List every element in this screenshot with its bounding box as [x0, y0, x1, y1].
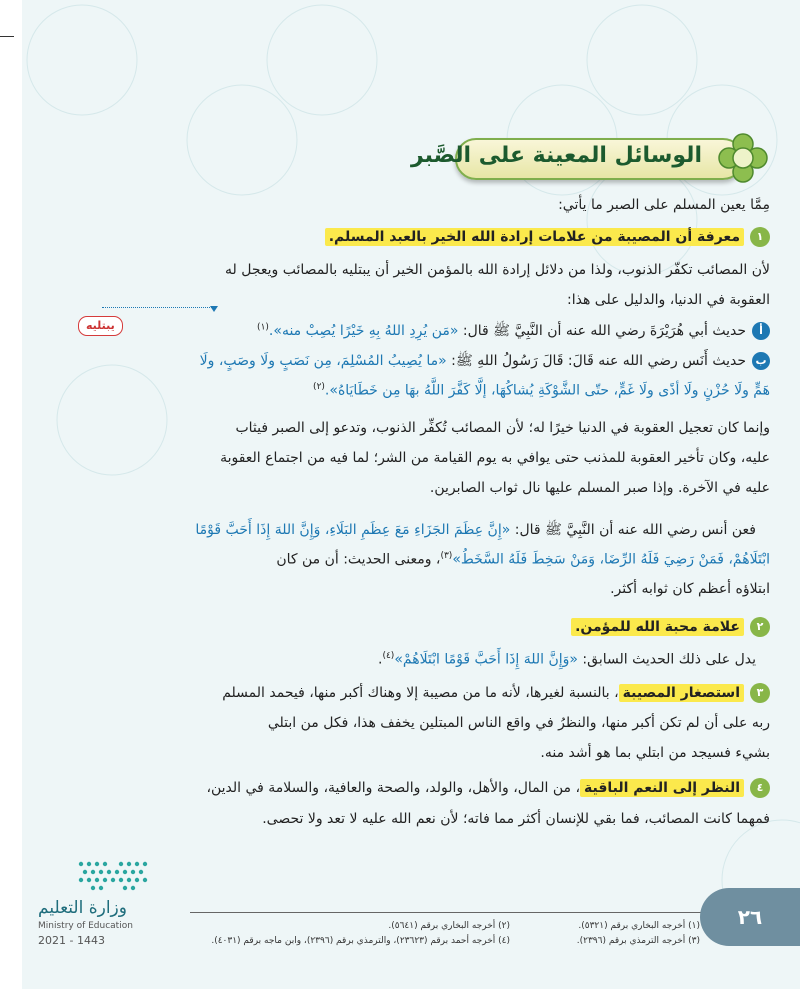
footnote: (٢) أخرجه البخاري برقم (٥٦٤١).: [388, 921, 510, 931]
hadith-explanation: ، ومعنى الحديث: أن من كان: [276, 551, 441, 568]
hadith-narrator: حديث أبي هُرَيْرَةَ رضي الله عنه أن النَّبِيَّ ﷺ قال:: [458, 323, 746, 339]
footnote-ref: (٢): [313, 382, 325, 392]
crop-mark: [0, 36, 14, 37]
point-3: [222, 683, 770, 703]
point-number: ٤: [750, 778, 770, 798]
point-number: ٢: [750, 617, 770, 637]
hadith-text: ابْتَلَاهُمْ، فَمَنْ رَضِيَ فَلَهُ الرِّضَا، وَمَنْ سَخِطَ فَلَهُ السَّخَطُ»: [452, 551, 770, 568]
punctuation: .: [377, 651, 383, 668]
footnote: (١) أخرجه البخاري برقم (٥٣٢١).: [578, 921, 700, 931]
paragraph-line: العقوبة في الدنيا، والدليل على هذا:: [567, 292, 770, 308]
hadith-text: هَمٍّ ولَا حُزْنٍ ولَا أذًى ولَا غَمٍّ، حتّى الشَّوْكَةِ يُشاكُهَا، إلَّا كَفَّرَ اللَّهُ بهَا مِن خَطَايَاهُ».: [324, 382, 770, 399]
ministry-name-english: Ministry of Education: [38, 921, 133, 931]
paragraph-text: ، بالنسبة لغيرها، لأنه ما من مصيبة إلا وهناك أكبر منها، فيحمد المسلم: [222, 685, 619, 701]
point-heading: علامة محبة الله للمؤمن.: [571, 618, 744, 636]
ministry-name-arabic: وزارة التعليم: [38, 898, 127, 918]
footnote-divider: [190, 912, 705, 913]
footnote-ref: (٣): [440, 551, 453, 561]
flower-ornament-icon: [718, 133, 768, 183]
point-2-text: [378, 651, 756, 668]
point-number: ١: [750, 227, 770, 247]
hadith-text: «ما يُصِيبُ المُسْلِمَ، مِن نَصَبٍ ولَا وصَبٍ، ولَا: [199, 353, 447, 369]
hadith-letter: ب: [752, 352, 770, 370]
hadith-narrator: حديث أَنَس رضي الله عنه قَالَ: قَالَ رَسُولُ اللهِ ﷺ:: [446, 353, 746, 369]
page-title: الوسائل المعينة على الصَّبر: [410, 143, 702, 168]
ministry-logo-icon: [75, 858, 155, 894]
footnote-ref: (٤): [382, 651, 395, 661]
hadith-a: [257, 322, 770, 342]
footnote-ref: (١): [257, 322, 269, 333]
title-banner: [410, 134, 762, 182]
hadith-anas-cont: [276, 551, 770, 568]
point-2: [571, 617, 770, 637]
edition-year: 2021 - 1443: [38, 934, 105, 947]
vocabulary-bubble: يبتليه: [78, 316, 123, 336]
hadith-text: «وَإِنَّ اللهَ إِذَا أَحَبَّ قَوْمًا ابْتَلَاهُمْ»: [394, 651, 578, 668]
hadith-b: [200, 352, 770, 372]
footnote: (٣) أخرجه الترمذي برقم (٢٣٩٦).: [576, 936, 700, 946]
hadith-text: «مَن يُرِدِ اللهُ بِهِ خَيْرًا يُصِبْ منه».: [268, 323, 459, 339]
point-1: [325, 227, 770, 247]
paragraph-line: فمهما كانت المصائب، فما بقي للإنسان أكثر مما فاته؛ لأن نعم الله عليه لا تعد ولا تحصى.: [262, 811, 770, 827]
paragraph-line: عليه، وكان تأخير العقوبة للمذنب حتى يوافي به يوم القيامة من الشر؛ لما فيه من اجتماع العقوبة: [220, 450, 770, 466]
intro-text: مِمَّا يعين المسلم على الصبر ما يأتي:: [558, 197, 770, 213]
hadith-letter: أ: [752, 322, 770, 340]
paragraph-line: عليه في الآخرة. وإذا صبر المسلم عليها نال ثواب الصابرين.: [429, 480, 770, 496]
hadith-b-cont: [313, 382, 770, 399]
point-heading: استصغار المصيبة: [619, 684, 744, 702]
paragraph-line: ابتلاؤه أعظم كان ثوابه أكثر.: [610, 581, 770, 597]
annotation-arrow-icon: [210, 306, 218, 312]
paragraph-line: بشيء فسيجد من ابتلي بما هو أشد منه.: [540, 745, 770, 761]
point-4: [206, 778, 770, 798]
hadith-text: «إِنَّ عِظَمَ الجَزَاءِ مَعَ عِظَمِ البَلَاءِ، وَإِنَّ اللهَ إِذَا أَحَبَّ قَوْمًا: [195, 522, 511, 538]
page-number: ٢٦: [700, 888, 800, 946]
hadith-anas: [195, 521, 756, 541]
paragraph-text: ، من المال، والأهل، والولد، والصحة والعافية، والسلامة في الدين،: [206, 780, 580, 796]
footnote: (٤) أخرجه أحمد برقم (٢٣٦٢٣)، والترمذي برقم (٢٣٩٦)، وابن ماجه برقم (٤٠٣١).: [211, 936, 510, 946]
paragraph-line: وإنما كان تعجيل العقوبة في الدنيا خيرًا له؛ لأن المصائب تُكفِّر الذنوب، وتدعو إلى الصبر فيثاب: [235, 420, 770, 436]
hadith-narrator: فعن أنس رضي الله عنه أن النَّبِيَّ ﷺ قال:: [510, 522, 756, 538]
paragraph-line: لأن المصائب تكفّر الذنوب، ولذا من دلائل إرادة الله بالمؤمن الخير أن يبتليه بالمصائب ويعجل له: [225, 262, 770, 278]
point-heading: معرفة أن المصيبة من علامات إرادة الله الخير بالعبد المسلم.: [325, 228, 744, 246]
paragraph-line: ربه على أن لم تكن أكبر منها، والنظرُ في واقع الناس المبتلين يخفف هذا، فكل من ابتلي: [267, 715, 770, 731]
point-heading: النظر إلى النعم الباقية: [580, 779, 744, 797]
point-number: ٣: [750, 683, 770, 703]
paragraph-text: يدل على ذلك الحديث السابق:: [577, 651, 756, 668]
annotation-connector: [102, 307, 214, 314]
